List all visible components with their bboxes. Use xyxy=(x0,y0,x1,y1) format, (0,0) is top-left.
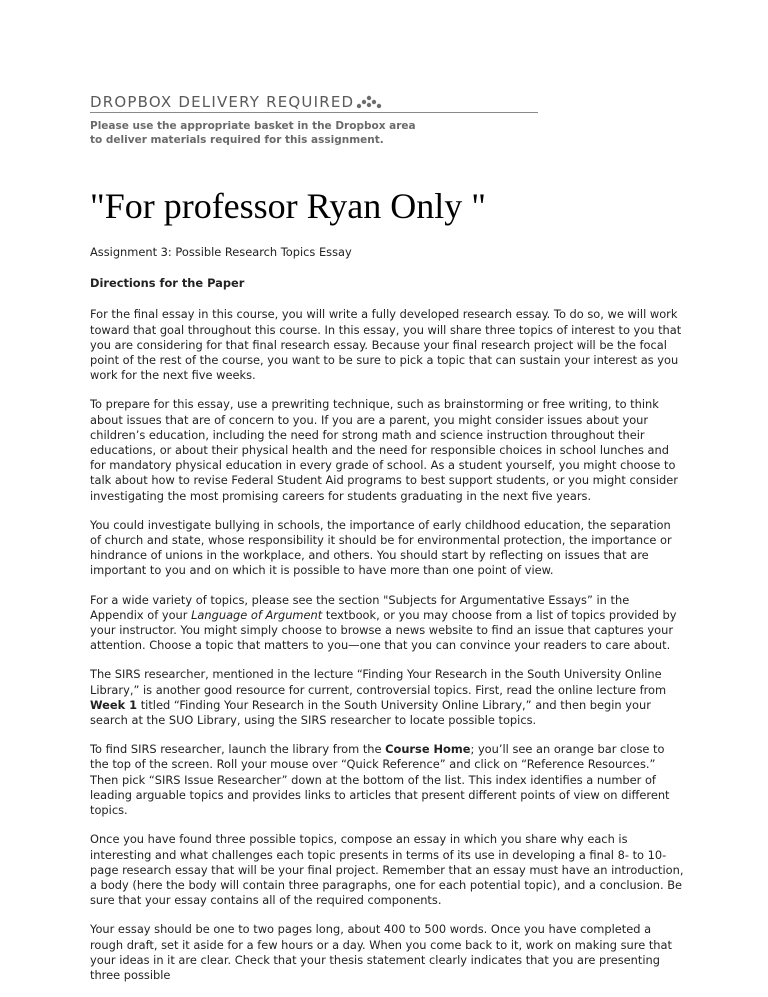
paragraph-1: For the final essay in this course, you will write a fully developed research essay. To do so, we will work toward that goal throughout this course. In this essay, you will share three topics of interest to you that you are considering for that final research essay. Because your final research project will be the focal point of the rest of the course, you want to be sure to pick a topic that can sustain your interest as you work for the next five weeks. xyxy=(90,307,682,383)
banner-rule xyxy=(90,112,538,113)
paragraph-4 xyxy=(90,593,684,654)
paragraph-7: Once you have found three possible topics, compose an essay in which you share why each is interesting and what challenges each topic presents in terms of its use in developing a final 8- to 10-page research essay that will be your final project. Remember that an essay must have an introduction, a body (here the body will contain three paragraphs, one for each potential topic), and a conclusion. Be sure that your essay contains all of the required components. xyxy=(90,832,684,908)
paragraph-4-text-a: For a wide variety of topics, please see the section "Subjects for Argumentative Essays” in the Appendix of your xyxy=(90,592,630,622)
paragraph-6 xyxy=(90,742,684,818)
paragraph-4-text-b: textbook, or you may choose from a list of topics provided by your instructor. You might simply choose to browse a news website to find an issue that captures your attention. Choose a topic that matters to you—one that you can convince your readers to care about. xyxy=(90,607,677,653)
dropbox-banner xyxy=(90,92,538,146)
banner-instructions-line-2: to deliver materials required for this assignment. xyxy=(90,134,384,146)
assignment-body xyxy=(90,245,684,997)
paragraph-6-text-a: To find SIRS researcher, launch the library from the xyxy=(90,742,386,757)
paragraph-3: You could investigate bullying in schools, the importance of early childhood education, the separation of church and state, whose responsibility it should be for environmental protection, the importance or hindrance of unions in the workplace, and others. You should start by reflecting on issues that are important to you and on which it is possible to have more than one point of view. xyxy=(90,517,672,578)
dots-cluster-icon xyxy=(352,94,382,112)
banner-instructions xyxy=(90,119,538,147)
paragraph-6-text-b: ; you’ll see an orange bar close to the top of the screen. Roll your mouse over “Quick Reference” and click on “Reference Resources.” Then pick “SIRS Issue Researcher” down at the bottom of the list. This index identifies a number of leading arguable topics and provides links to articles that present different points of view on different topics. xyxy=(90,742,670,818)
paragraph-5-text-b: titled “Finding Your Research in the South University Online Library,” and then begin your search at the SUO Library, using the SIRS researcher to locate possible topics. xyxy=(90,697,651,728)
banner-instructions-line-1: Please use the appropriate basket in the Dropbox area xyxy=(90,120,416,132)
course-home-reference: Course Home xyxy=(385,742,471,757)
paragraph-5-text-a: The SIRS researcher, mentioned in the lecture “Finding Your Research in the South University Online Library,” is another good resource for current, controversial topics. First, read the online lecture from xyxy=(90,667,667,697)
paragraph-2: To prepare for this essay, use a prewriting technique, such as brainstorming or free writing, to think about issues that are of concern to you. If you are a parent, you might consider issues about your children’s education, including the need for strong math and science instruction throughout their educations, or about their physical health and the need for responsible choices in school lunches and for mandatory physical education in every grade of school. As a student yourself, you might choose to talk about how to revise Federal Student Aid programs to best support students, or you might consider investigating the most promising careers for students graduating in the next five years. xyxy=(90,397,678,503)
textbook-title: Language of Argument xyxy=(191,607,323,622)
paragraph-5 xyxy=(90,667,684,728)
paragraph-8: Your essay should be one to two pages long, about 400 to 500 words. Once you have completed a rough draft, set it aside for a few hours or a day. When you come back to it, work on making sure that your ideas in it are clear. Check that your thesis statement clearly indicates that you are presenting three possible xyxy=(90,922,672,982)
week-reference: Week 1 xyxy=(90,697,138,712)
document-heading: "For professor Ryan Only " xyxy=(90,186,486,226)
assignment-title: Assignment 3: Possible Research Topics Essay xyxy=(90,245,352,259)
banner-title: DROPBOX DELIVERY REQUIRED xyxy=(90,93,355,111)
directions-heading: Directions for the Paper xyxy=(90,276,245,291)
